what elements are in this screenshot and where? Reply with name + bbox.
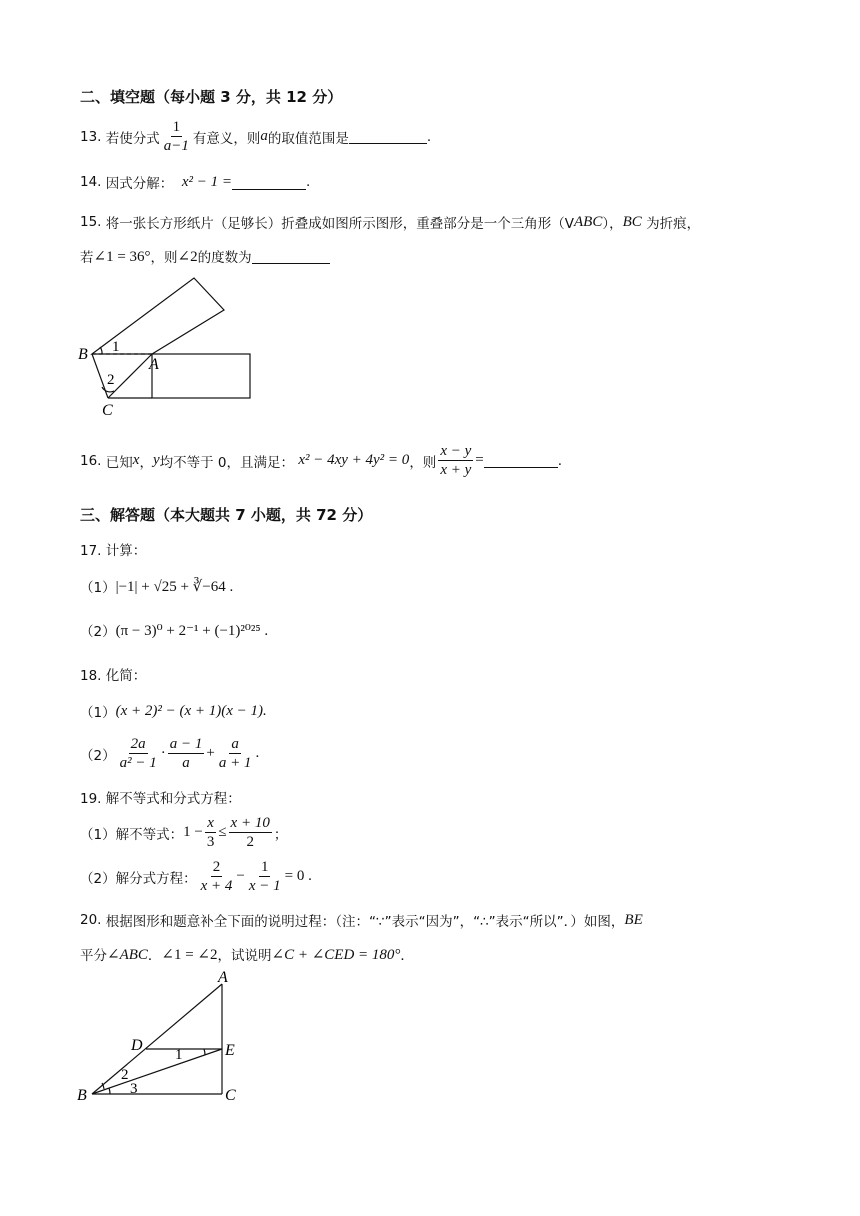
- q15-angle: ∠1 = 36°: [93, 248, 151, 265]
- q16-equation: x² − 4xy + 4y² = 0: [298, 452, 410, 468]
- q15-line2-a: 若: [80, 250, 94, 266]
- q15-text: 将一张长方形纸片（足够长）折叠成如图所示图形，重叠部分是一个三角形（V: [105, 216, 575, 232]
- q18-dot: ·: [160, 745, 166, 761]
- q20-label-3: 3: [130, 1081, 138, 1097]
- q15-label-C: C: [102, 402, 113, 419]
- question-18: [80, 664, 146, 684]
- q15-label-A: A: [149, 356, 159, 373]
- q18-part-2: [80, 736, 259, 771]
- q19-p1-f-num: x: [207, 815, 214, 831]
- q15-line2-c: 的度数为: [197, 250, 252, 266]
- q19-number: 19.: [80, 791, 102, 807]
- q19-p2-f-num: 2: [212, 859, 221, 875]
- q20-line2-a: 平分: [80, 948, 107, 964]
- q19-p1-frac-1: [205, 815, 217, 850]
- q19-p2-g-num: 1: [260, 859, 269, 875]
- q18-p2-label: （2）: [80, 747, 116, 764]
- question-16: [80, 443, 562, 478]
- q17-p2-expression: (π − 3)⁰ + 2⁻¹ + (−1)²⁰²⁵ .: [115, 622, 269, 639]
- q19-p2-end: = 0 .: [284, 868, 312, 884]
- q14-expression: x² − 1 =: [181, 173, 233, 190]
- q20-end: ．: [400, 948, 414, 964]
- q19-p2-frac-2: [247, 859, 283, 894]
- q20-goal: ∠C + ∠CED = 180°: [271, 946, 401, 963]
- q20-label-2: 2: [121, 1067, 129, 1083]
- q17-part-1: [80, 576, 233, 596]
- q20-eq12: ∠1 = ∠2: [161, 946, 218, 963]
- q18-f2-den: a: [182, 755, 190, 771]
- q18-frac-1: [118, 736, 159, 771]
- question-17: [80, 539, 146, 559]
- q15-text-c: 为折痕，: [646, 216, 701, 232]
- q17-part-2: [80, 620, 268, 640]
- q16-y: y: [152, 452, 160, 468]
- q15-bc: BC: [622, 213, 642, 230]
- q16-fraction: [438, 443, 473, 478]
- q18-end: .: [255, 745, 260, 761]
- section-3-title: 三、解答题（本大题共 7 小题，共 72 分）: [80, 506, 373, 524]
- q17-p1-expression: |−1| + √25 + ∛−64 .: [115, 578, 234, 595]
- question-20-line1: [80, 910, 643, 930]
- q17-p1-label: （1）: [80, 580, 116, 596]
- question-20-line2: [80, 944, 414, 964]
- q20-number: 20.: [80, 912, 102, 928]
- q14-number: 14.: [80, 174, 102, 190]
- q17-p2-label: （2）: [80, 624, 116, 640]
- q18-frac-3: [217, 736, 254, 771]
- q18-part-1: [80, 701, 267, 721]
- q13-text-b: 有意义，则: [192, 130, 261, 147]
- q13-answer-blank[interactable]: [349, 129, 427, 144]
- q19-p1-lhs: 1 −: [183, 824, 203, 840]
- q13-frac-num: 1: [172, 119, 181, 135]
- q19-p2-minus: −: [236, 868, 245, 884]
- q15-text-b: ），: [602, 216, 623, 232]
- question-14: [80, 172, 310, 192]
- q15-angle2: ∠2: [177, 248, 198, 265]
- q20-label-A: A: [218, 969, 228, 986]
- q18-p1-label: （1）: [80, 705, 116, 721]
- q19-p1-g-den: 2: [246, 834, 254, 850]
- q19-p2-f-den: x + 4: [200, 878, 233, 894]
- q16-text-a: 已知: [105, 454, 133, 471]
- q19-p2-frac-1: [199, 859, 235, 894]
- question-15-line1: [80, 212, 700, 232]
- q15-number: 15.: [80, 214, 102, 230]
- q16-sep: ，: [139, 454, 153, 471]
- q15-triangle: ABC: [574, 213, 603, 230]
- q16-end: .: [557, 452, 563, 469]
- q13-fraction: [162, 119, 191, 154]
- q19-p2-label: （2）解分式方程：: [80, 870, 197, 887]
- q19-part-1: [80, 815, 287, 850]
- question-19: [80, 787, 241, 807]
- q19-p1-label: （1）解不等式：: [80, 826, 184, 843]
- q16-frac-num: x − y: [440, 443, 472, 459]
- q20-label-1: 1: [175, 1047, 183, 1063]
- q16-eqsign: =: [475, 452, 484, 468]
- q13-end: .: [426, 128, 432, 145]
- q16-x: x: [132, 452, 140, 468]
- q20-label-E: E: [225, 1042, 235, 1059]
- q16-frac-den: x + y: [440, 462, 472, 478]
- q20-text: 根据图形和题意补全下面的说明过程：（注：“∵”表示“因为”，“∴”表示“所以”．）如图，: [105, 914, 625, 930]
- q19-p2-g-den: x − 1: [248, 878, 281, 894]
- q20-be: BE: [624, 911, 643, 928]
- q19-p1-g-num: x + 10: [230, 815, 270, 831]
- q16-answer-blank[interactable]: [484, 453, 558, 468]
- q19-p1-end: ；: [273, 826, 288, 843]
- q18-p1-expression: (x + 2)² − (x + 1)(x − 1).: [115, 702, 267, 719]
- q19-part-2: [80, 859, 312, 894]
- q13-number: 13.: [80, 128, 102, 145]
- q18-frac-2: [168, 736, 205, 771]
- q19-p1-f-den: 3: [206, 834, 215, 850]
- q16-text-b: 均不等于 0，且满足：: [159, 454, 295, 471]
- q14-text: 因式分解：: [105, 176, 174, 192]
- q20-label-C: C: [225, 1087, 236, 1104]
- q18-f1-den: a² − 1: [119, 755, 157, 771]
- q15-label-2: 2: [107, 372, 115, 388]
- q15-label-1: 1: [112, 339, 120, 355]
- q18-text: 化简：: [105, 668, 147, 684]
- q15-label-B: B: [78, 346, 88, 363]
- q20-figure: [74, 966, 254, 1112]
- q20-line2-c: ，试说明: [217, 948, 272, 964]
- q20-line2-b: ．: [147, 948, 162, 964]
- q19-text: 解不等式和分式方程：: [105, 791, 241, 807]
- q20-label-B: B: [77, 1087, 87, 1104]
- question-15-line2: [80, 246, 330, 266]
- q18-number: 18.: [80, 668, 102, 684]
- q18-f3-num: a: [231, 736, 239, 752]
- q13-frac-den: a−1: [163, 138, 189, 154]
- q15-line2-b: ，则: [150, 250, 178, 266]
- q14-answer-blank[interactable]: [232, 175, 306, 190]
- q13-text-c: 的取值范围是: [267, 130, 349, 147]
- section-2-title: 二、填空题（每小题 3 分，共 12 分）: [80, 88, 343, 106]
- q18-f3-den: a + 1: [218, 755, 252, 771]
- q19-p1-frac-2: [229, 815, 272, 850]
- q18-f2-num: a − 1: [169, 736, 203, 752]
- q17-number: 17.: [80, 543, 102, 559]
- q14-end: .: [306, 174, 311, 190]
- q15-answer-blank[interactable]: [252, 249, 330, 264]
- q20-label-D: D: [131, 1037, 143, 1054]
- question-13: [80, 119, 431, 154]
- q16-number: 16.: [80, 452, 102, 469]
- q15-figure: [74, 274, 264, 424]
- q17-text: 计算：: [105, 543, 147, 559]
- q18-plus: +: [206, 745, 215, 761]
- q19-p1-le: ≤: [218, 824, 227, 840]
- q16-text-c: ，则: [409, 454, 437, 471]
- q18-f1-num: 2a: [130, 736, 146, 752]
- q20-abc: ∠ABC: [107, 946, 148, 963]
- q13-var: a: [260, 128, 268, 144]
- q13-text: 若使分式: [105, 130, 160, 147]
